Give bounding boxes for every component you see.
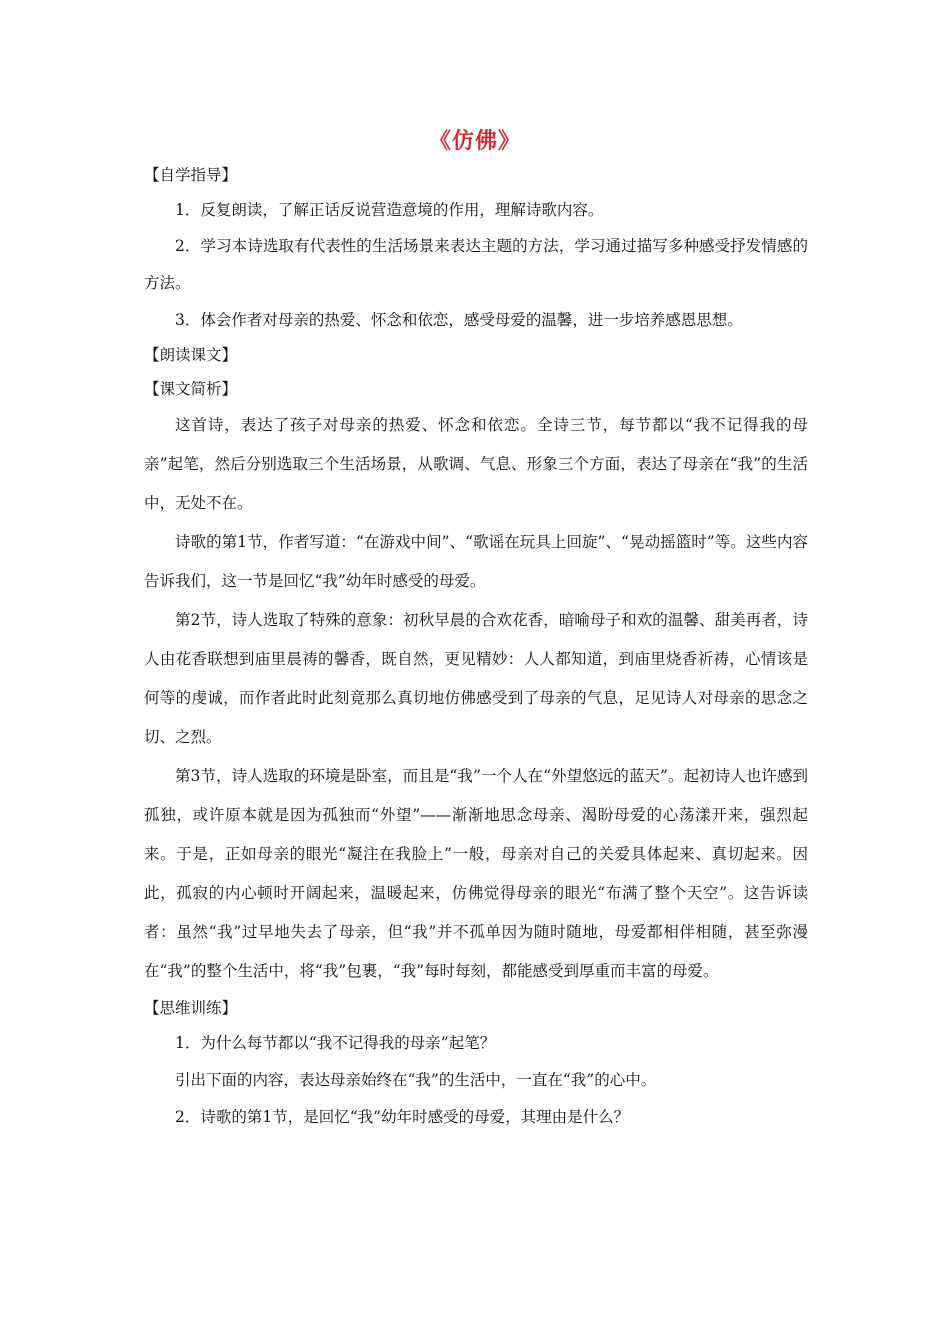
section-heading-training: 【思维训练】: [144, 999, 238, 1017]
guide-item-3: 3．体会作者对母亲的热爱、怀念和依恋，感受母爱的温馨，进一步培养感恩思想。: [175, 311, 743, 329]
document-title: 《仿佛》: [428, 129, 521, 154]
training-answer-1: 引出下面的内容，表达母亲始终在“我”的生活中，一直在“我”的心中。: [175, 1071, 657, 1089]
training-question-2: 2．诗歌的第1节，是回忆“我”幼年时感受的母爱，其理由是什么？: [175, 1108, 630, 1126]
analysis-paragraph-3: 第2节，诗人选取了特殊的意象：初秋早晨的合欢花香，暗喻母子和欢的温馨、甜美再者，诗人由花香联想到庙里晨祷的馨香，既自然，更见精妙：人人都知道，到庙里烧香祈祷，心情该是何等的虔诚，而作者此时此刻竟那么真切地仿佛感受到了母亲的气息，足见诗人对母亲的思念之切、之烈。: [144, 611, 808, 746]
guide-item-2: 2．学习本诗选取有代表性的生活场景来表达主题的方法，学习通过描写多种感受抒发情感的方法。: [144, 237, 808, 292]
section-heading-reading: 【朗读课文】: [144, 346, 238, 364]
document-content: [144, 158, 808, 1136]
analysis-paragraph-1: 这首诗，表达了孩子对母亲的热爱、怀念和依恋。全诗三节，每节都以“我不记得我的母亲”起笔，然后分别选取三个生活场景，从歌调、气息、形象三个方面，表达了母亲在“我”的生活中，无处不在。: [144, 416, 808, 512]
training-question-1: 1．为什么每节都以“我不记得我的母亲”起笔？: [175, 1034, 496, 1052]
guide-item-1: 1．反复朗读，了解正话反说营造意境的作用，理解诗歌内容。: [175, 201, 604, 219]
analysis-paragraph-4: 第3节，诗人选取的环境是卧室，而且是“我”一个人在“外望悠远的蓝天”。起初诗人也许感到孤独，或许原本就是因为孤独而“外望”——渐渐地思念母亲、渴盼母爱的心荡漾开来，强烈起来。于是，正如母亲的眼光“凝注在我脸上”一般，母亲对自己的关爱具体起来、真切起来。因此，孤寂的内心顿时开阔起来，温暖起来，仿佛觉得母亲的眼光“布满了整个天空”。这告诉读者：虽然“我”过早地失去了母亲，但“我”并不孤单因为随时随地，母爱都相伴相随，甚至弥漫在“我”的整个生活中，将“我”包裹，“我”每时每刻，都能感受到厚重而丰富的母爱。: [144, 767, 808, 980]
section-heading-guide: 【自学指导】: [144, 166, 238, 184]
section-heading-analysis: 【课文简析】: [144, 380, 238, 398]
analysis-paragraph-2: 诗歌的第1节，作者写道：“在游戏中间”、“歌谣在玩具上回旋”、“晃动摇篮时”等。这些内容告诉我们，这一节是回忆“我”幼年时感受的母爱。: [144, 533, 808, 590]
